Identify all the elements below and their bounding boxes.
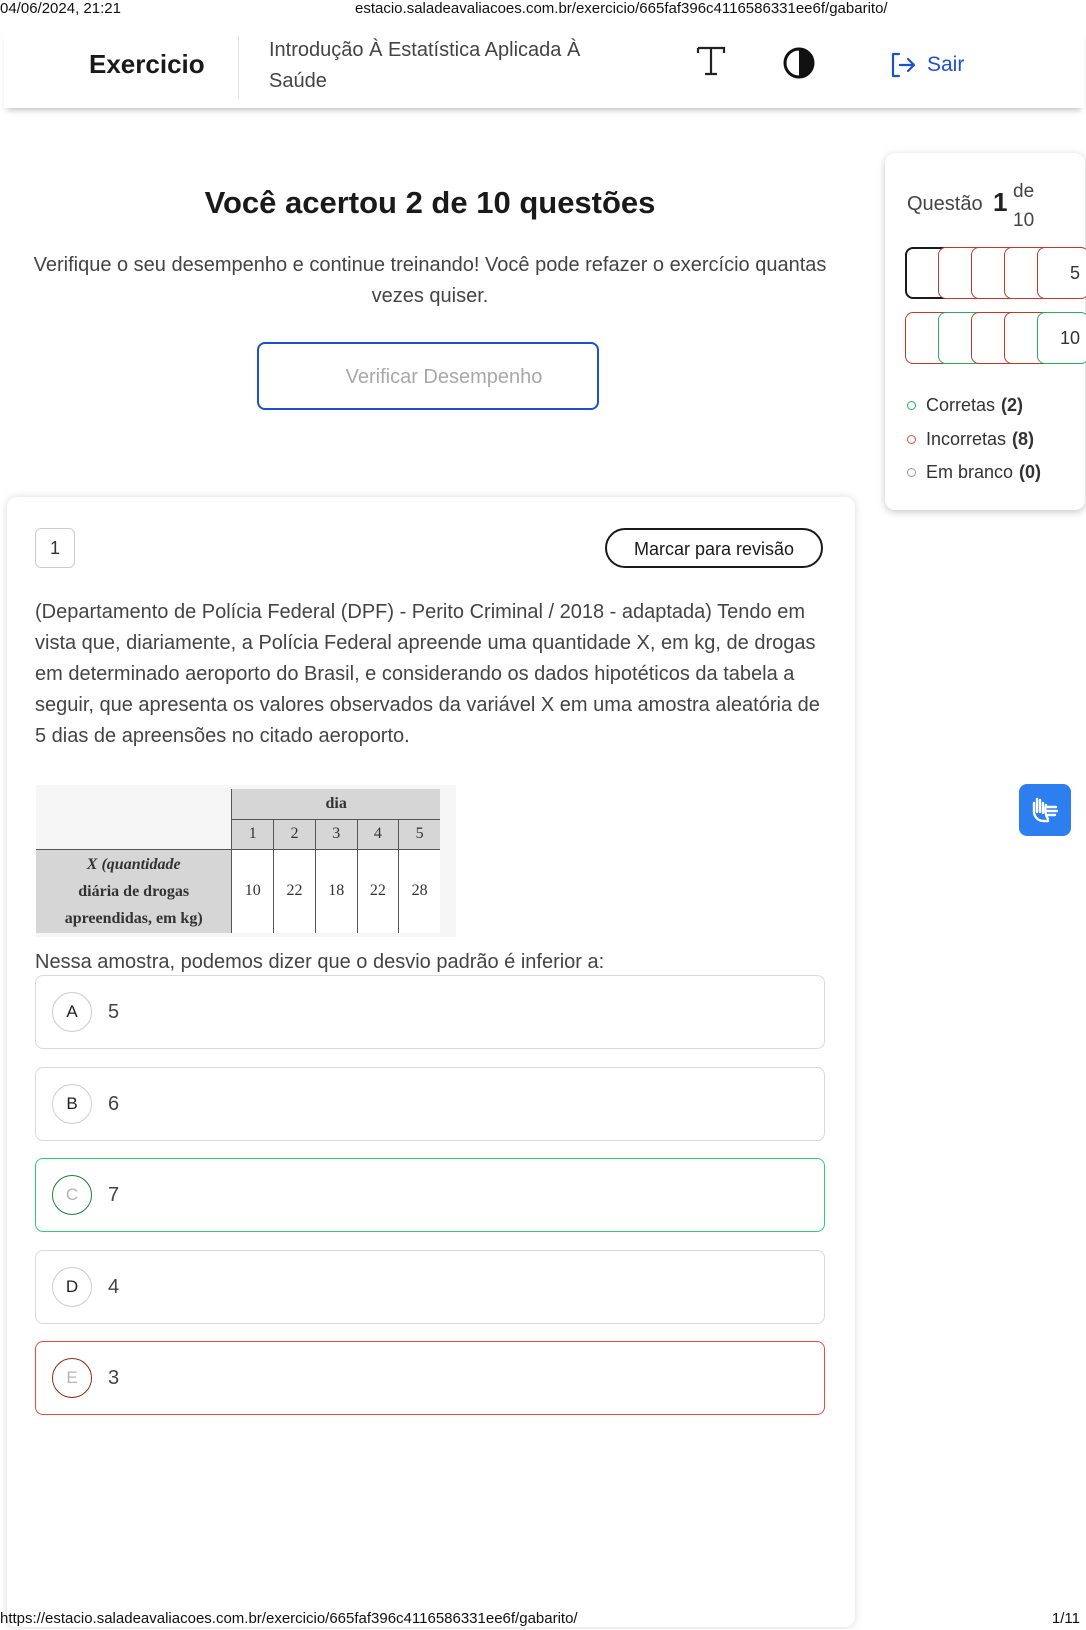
- legend-wrong-count: (8): [1012, 429, 1035, 449]
- contrast-icon[interactable]: [782, 46, 816, 80]
- option-text: 7: [108, 1184, 120, 1206]
- of-label: de: [1013, 181, 1035, 202]
- question-nav-5[interactable]: 5: [1037, 247, 1086, 299]
- correct-dot-icon: [907, 401, 916, 410]
- option-text: 3: [108, 1367, 120, 1389]
- table-day-5: 5: [399, 819, 440, 849]
- legend-correct-count: (2): [1001, 395, 1024, 415]
- option-letter: A: [52, 992, 92, 1032]
- table-value: 22: [274, 849, 316, 933]
- text-size-icon[interactable]: [694, 44, 728, 80]
- print-footer: [0, 1610, 1086, 1630]
- divider: [238, 36, 239, 98]
- question-card: [7, 497, 855, 1627]
- score-title: Você acertou 2 de 10 questões: [204, 185, 656, 220]
- course-title: Introdução À Estatística Aplicada À Saúde: [269, 39, 581, 92]
- legend-correct-label: Corretas: [926, 395, 996, 415]
- top-bar: [4, 30, 1084, 108]
- brand-title: Exercicio: [89, 49, 205, 79]
- legend-wrong: [907, 429, 1034, 450]
- row-label-line-1: X (quantidade: [86, 855, 181, 873]
- table-value: 22: [357, 849, 399, 933]
- option-text: 5: [108, 1001, 120, 1023]
- option-a[interactable]: [35, 975, 825, 1049]
- question-navigator: [885, 153, 1085, 510]
- question-nav-10[interactable]: 10: [1037, 312, 1086, 364]
- data-table: [36, 785, 456, 937]
- table-day-2: 2: [274, 819, 316, 849]
- table-day-3: 3: [315, 819, 357, 849]
- print-datetime: 04/06/2024, 21:21: [0, 0, 121, 17]
- table-row-label: [36, 849, 232, 933]
- option-letter: C: [52, 1175, 92, 1215]
- sign-language-button[interactable]: [1019, 784, 1071, 836]
- option-d[interactable]: [35, 1250, 825, 1324]
- option-letter: D: [52, 1267, 92, 1307]
- row-label-line-2: diária de drogas: [78, 882, 190, 900]
- table-day-1: 1: [232, 819, 274, 849]
- option-c[interactable]: [35, 1158, 825, 1232]
- print-header: [0, 0, 1086, 20]
- question-label: Questão: [907, 193, 983, 215]
- print-url: estacio.saladeavaliacoes.com.br/exercicio/665faf396c4116586331ee6f/gabarito/: [355, 0, 888, 17]
- legend-wrong-label: Incorretas: [926, 429, 1007, 449]
- table-value: 10: [232, 849, 274, 933]
- legend-blank-count: (0): [1019, 462, 1042, 482]
- score-subtitle: Verifique o seu desempenho e continue treinando! Você pode refazer o exercício quantas vezes quiser.: [33, 254, 827, 307]
- sign-language-icon: [1028, 793, 1062, 827]
- table-header-day: dia: [232, 789, 440, 819]
- legend-blank-label: Em branco: [926, 462, 1014, 482]
- question-statement: (Departamento de Polícia Federal (DPF) - Perito Criminal / 2018 - adaptada) Tendo em vista que, diariamente, a Polícia Federal apreende uma quantidade X, em kg, de drogas em determinado aeroporto do Brasil, e considerando os dados hipotéticos da tabela a seguir, que apresenta os valores observados da variável X em uma amostra aleatória de 5 dias de apreensões no citado aeroporto.: [35, 601, 820, 747]
- logout-button[interactable]: [889, 50, 964, 80]
- option-letter: E: [52, 1358, 92, 1398]
- question-total: [1013, 177, 1034, 235]
- total-label: 10: [1013, 210, 1035, 231]
- legend-correct: [907, 395, 1023, 416]
- footer-page: 1/11: [1051, 1610, 1080, 1627]
- mark-for-review-button[interactable]: Marcar para revisão: [605, 528, 823, 568]
- blank-dot-icon: [907, 468, 916, 477]
- option-text: 6: [108, 1092, 120, 1115]
- option-b[interactable]: [35, 1067, 825, 1141]
- verify-performance-button[interactable]: Verificar Desempenho: [257, 342, 599, 410]
- legend-blank: [907, 462, 1041, 483]
- table-value: 28: [399, 849, 440, 933]
- wrong-dot-icon: [907, 435, 916, 444]
- option-text: 4: [108, 1275, 120, 1298]
- current-question-number: 1: [993, 187, 1008, 217]
- logout-label: Sair: [927, 53, 965, 76]
- table-value: 18: [315, 849, 357, 933]
- option-e[interactable]: [35, 1341, 825, 1415]
- logout-icon: [889, 51, 917, 79]
- question-index: 1: [35, 528, 75, 568]
- footer-url: https://estacio.saladeavaliacoes.com.br/exercicio/665faf396c4116586331ee6f/gabarito/: [0, 1610, 578, 1627]
- row-label-line-3: apreendidas, em kg): [64, 909, 203, 927]
- table-day-4: 4: [357, 819, 399, 849]
- option-letter: B: [52, 1084, 92, 1124]
- question-prompt: Nessa amostra, podemos dizer que o desvio padrão é inferior a:: [35, 951, 605, 973]
